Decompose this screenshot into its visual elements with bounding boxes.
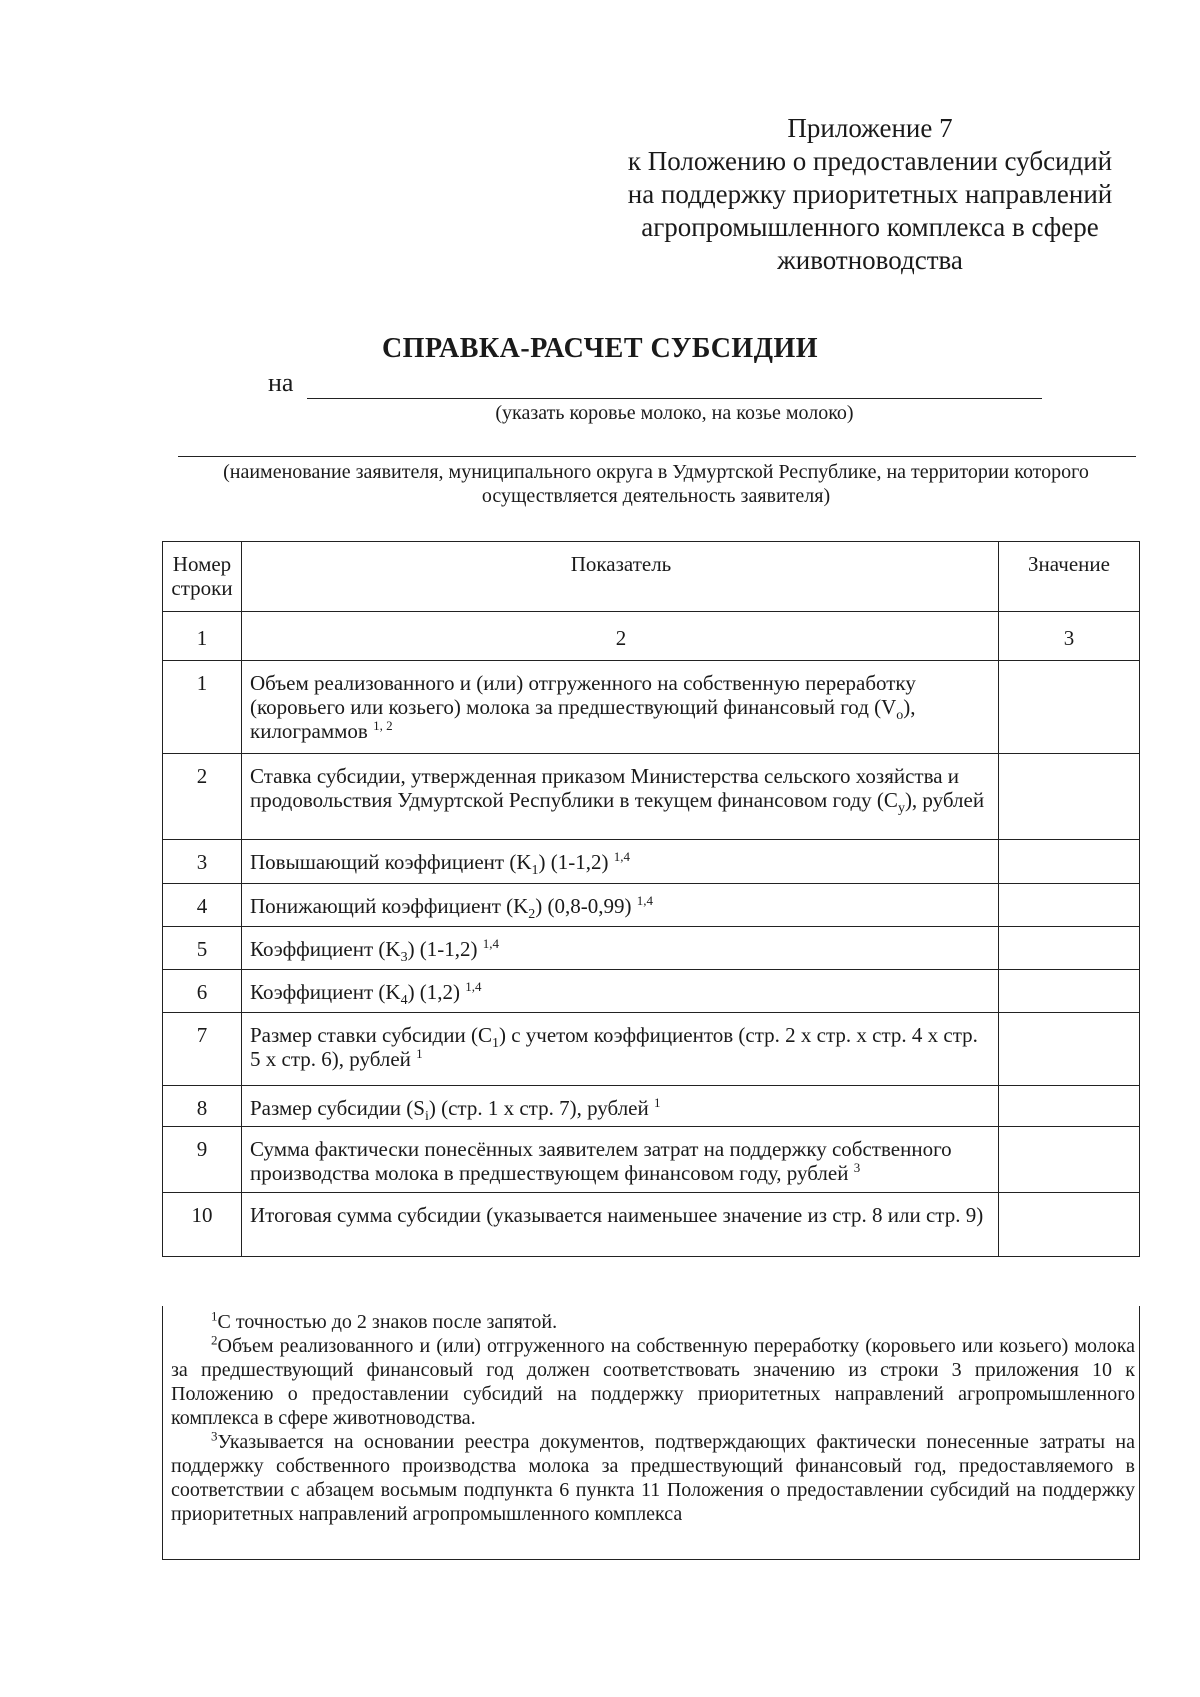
row-indicator [242, 1193, 999, 1257]
row-value-cell[interactable] [999, 840, 1140, 884]
table-row [163, 661, 1140, 754]
milk-type-hint: (указать коровье молоко, на козье молоко) [495, 402, 854, 424]
indicator-footnote-ref: 1, 2 [373, 718, 393, 733]
footnote-mark: 1 [211, 1308, 218, 1324]
row-value-cell[interactable] [999, 884, 1140, 927]
table-row [163, 1127, 1140, 1193]
table-body [163, 661, 1140, 1257]
indicator-text: Объем реализованного и (или) отгруженного на собственную переработку (коровьего или козьего) молока за предшествующий финансовый год (V [250, 671, 916, 719]
appendix-line: животноводства [777, 245, 963, 275]
appendix-line: на поддержку приоритетных направлений [627, 179, 1113, 209]
row-indicator [242, 884, 999, 927]
indicator-tail: ) (1-1,2) [407, 937, 478, 961]
row-number: 10 [163, 1193, 242, 1257]
row-number: 5 [163, 927, 242, 970]
table-row [163, 884, 1140, 927]
indicator-tail: ), рублей [904, 788, 985, 812]
table-row [163, 1193, 1140, 1257]
indicator-footnote-ref: 1 [416, 1046, 423, 1061]
footnote-text: Объем реализованного и (или) отгруженного на собственную переработку (коровьего или козьего) молока за предшествующий финансовый год должен соответствовать значению из строки 3 приложения 10 к Положению о предоставлении субсидий на поддержку приоритетных направлений агропромышленного комплекса в сфере животноводства. [171, 1335, 1135, 1429]
table-row [163, 927, 1140, 970]
indicator-footnote-ref: 1,4 [636, 893, 654, 908]
indicator-footnote-ref: 1,4 [613, 849, 630, 864]
footnote [171, 1334, 1135, 1430]
row-number: 9 [163, 1127, 242, 1193]
indicator-text: Понижающий коэффициент (K [250, 894, 529, 918]
na-label: на [268, 368, 294, 397]
appendix-header [600, 112, 1140, 277]
indicator-subscript: 1 [531, 863, 539, 879]
footnote [171, 1310, 1135, 1334]
milk-type-field-line [307, 398, 1042, 399]
indicator-text: Повышающий коэффициент (K [250, 850, 532, 874]
row-indicator [242, 927, 999, 970]
header-row-number: Номер строки [163, 542, 242, 612]
row-indicator [242, 840, 999, 884]
indicator-footnote-ref: 1,4 [465, 979, 482, 994]
indicator-text: Ставка субсидии, утвержденная приказом Министерства сельского хозяйства и продовольствия Удмуртской Республики в текущем финансовом году (C [250, 764, 960, 812]
row-indicator [242, 1086, 999, 1127]
appendix-line: Приложение 7 [787, 113, 953, 143]
indicator-footnote-ref: 3 [853, 1160, 861, 1175]
header-value: Значение [999, 542, 1140, 612]
indicator-subscript: 2 [528, 907, 536, 923]
row-indicator [242, 1013, 999, 1086]
footnote [171, 1430, 1135, 1526]
row-indicator [242, 970, 999, 1013]
footnotes-block [162, 1306, 1140, 1560]
indicator-text: Сумма фактически понесённых заявителем затрат на поддержку собственного производства молока в предшествующем финансовом году, рублей [250, 1137, 952, 1185]
row-indicator [242, 754, 999, 840]
row-number: 8 [163, 1086, 242, 1127]
indicator-subscript: 1 [491, 1036, 499, 1052]
row-value-cell[interactable] [999, 754, 1140, 840]
row-value-cell[interactable] [999, 1127, 1140, 1193]
row-indicator [242, 661, 999, 754]
indicator-text: Размер субсидии (S [250, 1096, 425, 1120]
row-number: 6 [163, 970, 242, 1013]
header-indicator: Показатель [242, 542, 999, 612]
applicant-field-line [178, 456, 1136, 457]
footnote-text: С точностью до 2 знаков после запятой. [217, 1311, 558, 1333]
row-indicator [242, 1127, 999, 1193]
index-cell: 3 [999, 612, 1140, 661]
indicator-text: Коэффициент (K [250, 980, 401, 1004]
index-cell: 2 [242, 612, 999, 661]
indicator-tail: ) (1-1,2) [538, 850, 609, 874]
index-cell: 1 [163, 612, 242, 661]
row-number: 3 [163, 840, 242, 884]
indicator-tail: ) (стр. 1 х стр. 7), рублей [428, 1096, 649, 1120]
row-number: 7 [163, 1013, 242, 1086]
row-number: 4 [163, 884, 242, 927]
row-value-cell[interactable] [999, 927, 1140, 970]
table-row [163, 754, 1140, 840]
indicator-subscript: 3 [400, 950, 408, 966]
indicator-footnote-ref: 1,4 [482, 936, 500, 951]
subsidy-calc-table [162, 541, 1140, 1257]
row-value-cell[interactable] [999, 661, 1140, 754]
row-value-cell[interactable] [999, 1193, 1140, 1257]
applicant-hint: (наименование заявителя, муниципального округа в Удмуртской Республике, на территории которого осуществляется деятельность заявителя) [223, 461, 1089, 507]
indicator-subscript: i [424, 1109, 429, 1125]
table-row [163, 1086, 1140, 1127]
indicator-footnote-ref: 1 [653, 1095, 661, 1110]
indicator-tail: ) (1,2) [407, 980, 461, 1004]
table-row [163, 1013, 1140, 1086]
table-row [163, 840, 1140, 884]
indicator-tail: ) с учетом коэффициентов (стр. 2 х стр. х стр. 4 х стр. 5 х стр. 6), рублей [250, 1023, 978, 1071]
row-value-cell[interactable] [999, 1013, 1140, 1086]
appendix-line: агропромышленного комплекса в сфере [641, 212, 1099, 242]
footnote-mark: 2 [211, 1332, 218, 1348]
row-number: 2 [163, 754, 242, 840]
indicator-text: Размер ставки субсидии (C [250, 1023, 492, 1047]
indicator-text: Коэффициент (K [250, 937, 401, 961]
indicator-subscript: о [896, 708, 904, 724]
footnote-text: Указывается на основании реестра документов, подтверждающих фактически понесенные затраты на поддержку собственного производства молока за предшествующий финансовый год, предоставляемого в соответствии с абзацем восьмым подпункта 6 пункта 11 Положения о предоставлении субсидий на поддержку приоритетных направлений агропромышленного комплекса [171, 1431, 1135, 1525]
indicator-tail: ) (0,8-0,99) [535, 894, 632, 918]
table-header-row [163, 542, 1140, 612]
row-value-cell[interactable] [999, 1086, 1140, 1127]
table-index-row [163, 612, 1140, 661]
indicator-text: Итоговая сумма субсидии (указывается наименьшее значение из стр. 8 или стр. 9) [250, 1203, 984, 1227]
appendix-line: к Положению о предоставлении субсидий [627, 146, 1113, 176]
footnote-mark: 3 [211, 1428, 218, 1444]
indicator-subscript: y [897, 801, 905, 817]
indicator-tail: ), килограммов [250, 695, 916, 743]
indicator-subscript: 4 [400, 993, 408, 1009]
row-number: 1 [163, 661, 242, 754]
table-row [163, 970, 1140, 1013]
document-title: СПРАВКА-РАСЧЕТ СУБСИДИИ [381, 333, 819, 364]
row-value-cell[interactable] [999, 970, 1140, 1013]
